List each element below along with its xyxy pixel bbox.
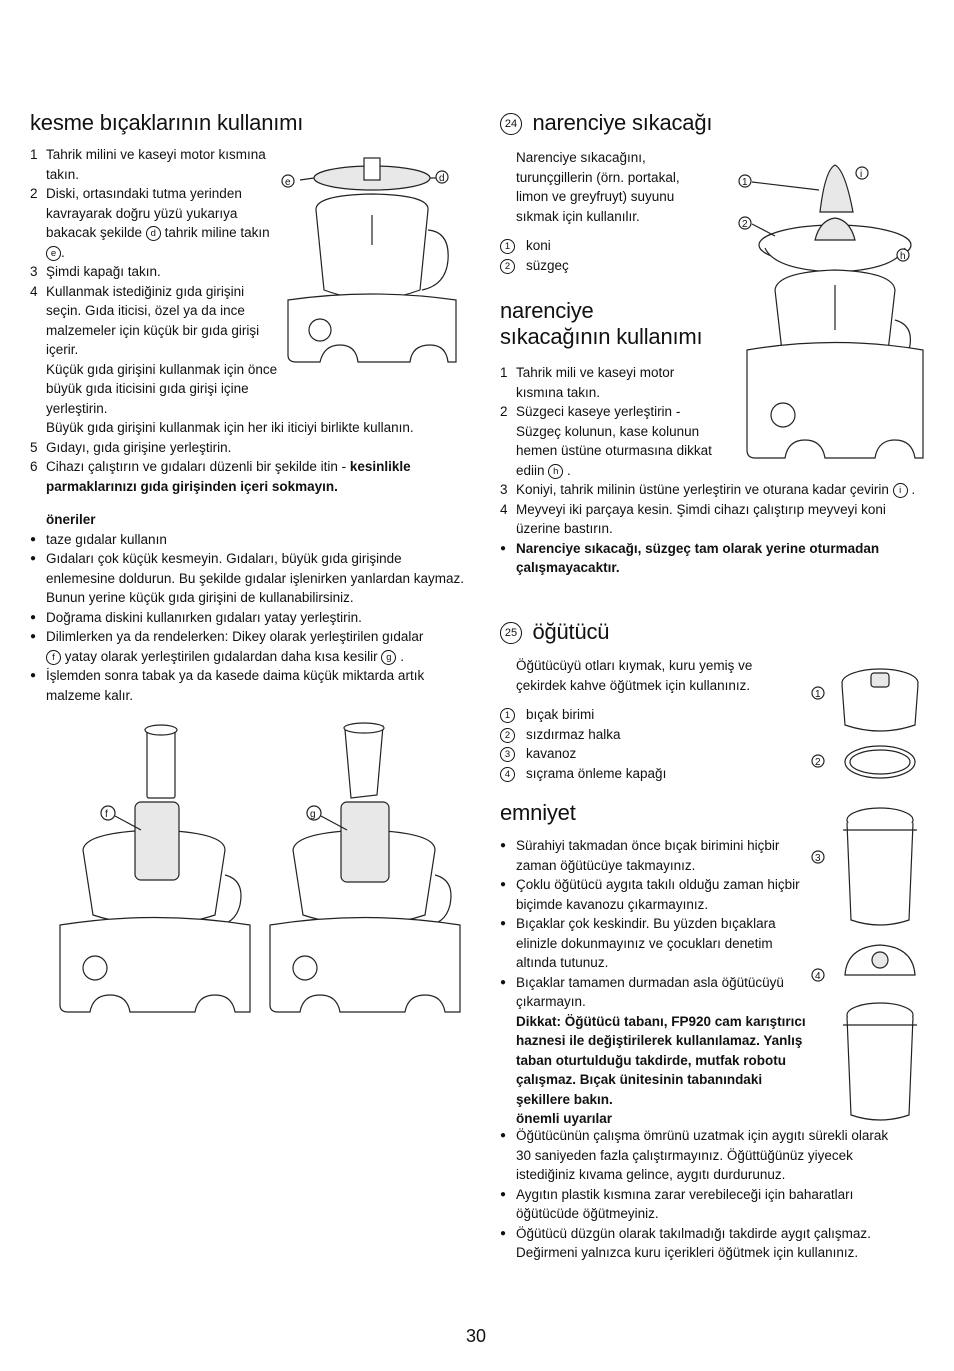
step-3: 3 Şimdi kapağı takın.: [30, 264, 161, 279]
svg-text:i: i: [860, 169, 863, 180]
safety-item-2: ● Çoklu öğütücü aygıta takılı olduğu zaman hiçbir biçimde kavanozu çıkarmayınız.: [500, 875, 810, 914]
tip-1: ● taze gıdalar kullanın: [30, 530, 470, 550]
safety-list-2: [500, 1126, 900, 1263]
section-title-safety: emniyet: [500, 800, 576, 825]
tip-3: ● Doğrama diskini kullanırken gıdaları yatay yerleştirin.: [30, 608, 470, 628]
grinder-intro: Öğütücüyü otları kıymak, kuru yemiş ve çekirdek kahve öğütmek için kullanınız.: [516, 658, 753, 693]
citrus-step-4: 4 Meyveyi iki parçaya kesin. Şimdi cihazı çalıştırıp meyveyi koni üzerine bastırın.: [500, 501, 886, 536]
citrus-step-2: 2 Süzgeci kaseye yerleştirin - Süzgeç kolunun, kase kolunun hemen üstüne oturmasına dikkat ediin h .: [500, 404, 712, 478]
step-2: 2 Diski, ortasındaki tutma yerinden kavrayarak doğru yüzü yukarıya bakacak şekilde d tahrik miline takın e .: [30, 186, 270, 260]
citrus-warning: ● Narenciye sıkacağı, süzgeç tam olarak yerine oturmadan çalışmayacaktır.: [500, 539, 925, 578]
tip-2: ● Gıdaları çok küçük kesmeyin. Gıdaları, büyük gıda girişinde enlemesine doldurun. Bu şekilde gıdalar işlenirken yanlardan kaymaz. Bunun yerine küçük gıda girişini de kullanabilirsiniz.: [30, 549, 470, 608]
citrus-press-figure: [735, 160, 935, 480]
section-title-citrus-press: 24 narenciye sıkacağı: [500, 110, 712, 136]
safety-bold-note: Dikkat: Öğütücü tabanı, FP920 cam karıştırıcı haznesi ile değiştirilerek kullanılamaz. Yanlış taban oturtulduğu takdirde, mutfak robotu çalışmaz. Bıçak ünitesinin tabanındaki şekillere bakın.: [516, 1013, 806, 1107]
svg-text:f: f: [105, 809, 108, 820]
grinder-legend: [500, 705, 666, 783]
label-d-icon: d: [146, 226, 161, 241]
svg-text:4: 4: [815, 971, 821, 982]
safety-item-1: ● Sürahiyi takmadan önce bıçak birimini hiçbir zaman öğütücüye takmayınız.: [500, 836, 810, 875]
step-5: 5 Gıdayı, gıda girişine yerleştirin.: [30, 439, 232, 455]
section-number-25-icon: 25: [500, 622, 522, 644]
legend-item-jar: 3 kavanoz: [500, 744, 666, 764]
legend-item-strainer: 2 süzgeç: [500, 256, 569, 276]
step-6: 6 Cihazı çalıştırın ve gıdaları düzenli bir şekilde itin - kesinlikle parmaklarınızı gıda girişinden içeri sokmayın.: [30, 459, 411, 494]
label-i-icon: i: [893, 483, 908, 498]
label-f-circle: [101, 806, 115, 820]
citrus-usage-steps-3-4: [500, 480, 925, 578]
label-e-icon: e: [46, 246, 61, 261]
citrus-step-1: 1 Tahrik mili ve kaseyi motor kısmına takın.: [500, 365, 675, 400]
citrus-press-intro: Narenciye sıkacağını, turunçgillerin (örn. portakal, limon ve greyfruyt) suyunu sıkmak için kullanılır.: [516, 150, 680, 224]
step-4-paragraph-2: Küçük gıda girişini kullanmak için önce büyük gıda iticisini gıda girişi içine yerleştirin.: [46, 361, 278, 416]
tips-title: öneriler: [46, 512, 96, 527]
svg-text:3: 3: [815, 853, 821, 864]
food-processor-pusher-figure: [55, 720, 470, 1030]
citrus-usage-steps-1-3: [500, 363, 725, 480]
legend-item-cone: 1 koni: [500, 236, 569, 256]
safety-list-1: [500, 836, 810, 1129]
section-number-24-icon: 24: [500, 113, 522, 135]
citrus-press-legend: [500, 236, 569, 275]
important-warnings-title: önemli uyarılar: [516, 1111, 613, 1126]
svg-text:2: 2: [742, 219, 748, 230]
citrus-step-3: 3 Koniyi, tahrik milinin üstüne yerleştirin ve oturana kadar çevirin i .: [500, 482, 916, 497]
cutting-steps-5-6: [30, 418, 470, 705]
cutting-steps-1-4: [30, 145, 280, 418]
step-4-paragraph-3: Büyük gıda girişini kullanmak için her iki iticiyi birlikte kullanın.: [46, 420, 414, 435]
citrus-press-usage-title: narenciye sıkacağının kullanımı: [500, 298, 703, 350]
tip-5: ● İşlemden sonra tabak ya da kasede daima küçük miktarda artık malzeme kalır.: [30, 666, 470, 705]
svg-text:g: g: [310, 809, 316, 820]
svg-text:d: d: [439, 173, 445, 184]
legend-item-seal-ring: 2 sızdırmaz halka: [500, 725, 666, 745]
label-f-icon: f: [46, 650, 61, 665]
food-processor-disc-figure: [280, 150, 470, 395]
legend-item-blade-unit: 1 bıçak birimi: [500, 705, 666, 725]
tip-4: ● Dilimlerken ya da rendelerken: Dikey olarak yerleştirilen gıdalar f yatay olarak yerleştirilen gıdalardan daha kısa kesilir g .: [30, 627, 470, 666]
step-4: 4 Kullanmak istediğiniz gıda girişini seçin. Gıda iticisi, özel ya da ince malzemeler için küçük bir gıda girişi içerir.: [30, 283, 260, 357]
section-title-grinder: 25 öğütücü: [500, 619, 609, 645]
grinder-parts-figure: [805, 655, 935, 1150]
svg-text:2: 2: [815, 757, 821, 768]
svg-text:1: 1: [815, 689, 821, 700]
svg-text:e: e: [285, 177, 291, 188]
safety-item-6: ● Aygıtın plastik kısmına zarar verebileceği için baharatları öğütücüde öğütmeyiniz.: [500, 1185, 900, 1224]
step-1: 1 Tahrik milini ve kaseyi motor kısmına takın.: [30, 147, 266, 182]
legend-item-splash-lid: 4 sıçrama önleme kapağı: [500, 764, 666, 784]
svg-text:h: h: [900, 251, 906, 262]
page-number: 30: [466, 1326, 487, 1346]
safety-item-4: ● Bıçaklar tamamen durmadan asla öğütücüyü çıkarmayın. Dikkat: Öğütücü tabanı, FP920 cam karıştırıcı haznesi ile değiştirilerek kullanılamaz. Yanlış taban oturtulduğu takdirde, mutfak robotu çalışmaz. Bıçak ünitesinin tabanındaki şekillere bakın. önemli uyarılar: [500, 973, 810, 1129]
safety-item-7: ● Öğütücü düzgün olarak takılmadığı takdirde aygıt çalışmaz. Değirmeni yalnızca kuru içerikleri öğütmek için kullanınız.: [500, 1224, 900, 1263]
section-title-cutting: kesme bıçaklarının kullanımı: [30, 110, 304, 135]
svg-text:1: 1: [742, 177, 748, 188]
safety-item-3: ● Bıçaklar çok keskindir. Bu yüzden bıçaklara elinizle dokunmayınız ve çocukları denetim altında tutunuz.: [500, 914, 810, 973]
label-h-icon: h: [548, 464, 563, 479]
label-g-icon: g: [381, 650, 396, 665]
safety-item-5: ● Öğütücünün çalışma ömrünü uzatmak için aygıtı sürekli olarak 30 saniyeden fazla çalıştırmayınız. Öğüttüğünüz yiyecek istediğiniz kıvama gelince, aygıtı durdurunuz.: [500, 1126, 900, 1185]
